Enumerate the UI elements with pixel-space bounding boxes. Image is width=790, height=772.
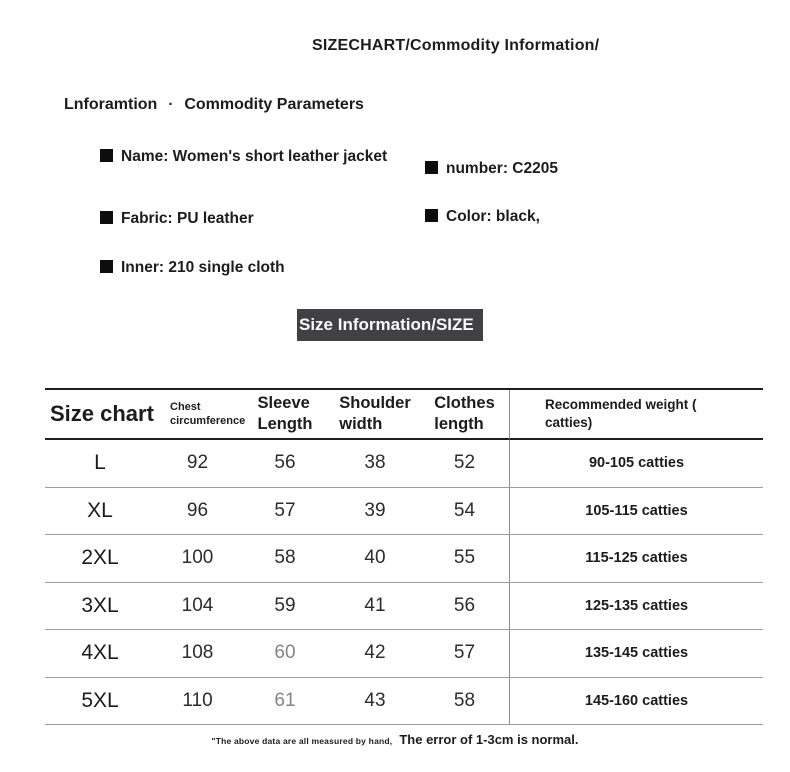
chest-cell: 110 (155, 678, 240, 726)
square-bullet-icon (100, 211, 113, 224)
square-bullet-icon (100, 260, 113, 273)
chest-cell: 96 (155, 488, 240, 536)
param-item-name (100, 145, 390, 169)
size-cell: L (45, 440, 155, 488)
header-label: Chest (170, 400, 201, 413)
param-number-label: number: C2205 (446, 160, 558, 177)
col-header-recommended-weight (509, 390, 763, 440)
weight-cell: 135-145 catties (509, 630, 763, 678)
size-chart-table (45, 388, 763, 725)
param-item-color (425, 205, 540, 229)
size-cell: 2XL (45, 535, 155, 583)
weight-cell: 90-105 catties (509, 440, 763, 488)
clothes-cell: 57 (420, 630, 509, 678)
size-cell: 5XL (45, 678, 155, 726)
chest-cell: 108 (155, 630, 240, 678)
param-item-number (425, 157, 558, 181)
param-inner-label: Inner: 210 single cloth (121, 259, 285, 276)
header-label: Sleeve (257, 394, 310, 413)
col-header-size-chart (45, 390, 155, 440)
shoulder-cell: 40 (330, 535, 420, 583)
header-label: circumference (170, 415, 246, 427)
clothes-cell: 58 (420, 678, 509, 726)
sleeve-cell: 56 (240, 440, 330, 488)
sleeve-cell: 60 (240, 630, 330, 678)
size-information-banner: Size Information/SIZE (297, 309, 483, 341)
dot-separator: · (168, 96, 174, 113)
header-label: Length (257, 415, 313, 433)
chest-cell: 92 (155, 440, 240, 488)
shoulder-cell: 43 (330, 678, 420, 726)
parameters-heading-left: Lnforamtion (64, 96, 158, 113)
weight-cell: 145-160 catties (509, 678, 763, 726)
shoulder-cell: 42 (330, 630, 420, 678)
col-header-sleeve-length (240, 390, 330, 440)
sleeve-cell: 58 (240, 535, 330, 583)
clothes-cell: 52 (420, 440, 509, 488)
parameters-heading-right: Commodity Parameters (184, 96, 364, 113)
page-title: SIZECHART/Commodity Information/ (312, 37, 600, 54)
size-cell: 3XL (45, 583, 155, 631)
sleeve-cell: 61 (240, 678, 330, 726)
chest-cell: 100 (155, 535, 240, 583)
square-bullet-icon (425, 209, 438, 222)
header-label: Recommended weight ( (545, 396, 697, 412)
header-label: width (339, 415, 383, 433)
header-label: Shoulder (339, 394, 411, 413)
col-header-shoulder-width (330, 390, 420, 440)
param-color-label: Color: black, (446, 208, 540, 225)
shoulder-cell: 39 (330, 488, 420, 536)
header-label: catties) (545, 415, 593, 430)
clothes-cell: 56 (420, 583, 509, 631)
weight-cell: 115-125 catties (509, 535, 763, 583)
sleeve-cell: 57 (240, 488, 330, 536)
header-label: length (434, 415, 484, 433)
clothes-cell: 54 (420, 488, 509, 536)
size-cell: 4XL (45, 630, 155, 678)
header-label: Size chart (50, 401, 154, 426)
sleeve-cell: 59 (240, 583, 330, 631)
param-fabric-label: Fabric: PU leather (121, 210, 254, 227)
weight-cell: 125-135 catties (509, 583, 763, 631)
param-name-label: Name: Women's short leather jacket (121, 148, 388, 165)
disclaimer-small-text: "The above data are all measured by hand, (211, 736, 393, 746)
measurement-disclaimer (0, 731, 790, 749)
header-label: Clothes (434, 394, 495, 413)
square-bullet-icon (100, 149, 113, 162)
col-header-chest-circumference (155, 390, 246, 440)
size-cell: XL (45, 488, 155, 536)
disclaimer-large-text: The error of 1-3cm is normal. (399, 732, 579, 747)
col-header-clothes-length (420, 390, 509, 440)
param-item-inner (100, 256, 285, 280)
shoulder-cell: 41 (330, 583, 420, 631)
parameters-heading (64, 96, 364, 114)
param-item-fabric (100, 207, 254, 231)
clothes-cell: 55 (420, 535, 509, 583)
chest-cell: 104 (155, 583, 240, 631)
shoulder-cell: 38 (330, 440, 420, 488)
weight-cell: 105-115 catties (509, 488, 763, 536)
square-bullet-icon (425, 161, 438, 174)
